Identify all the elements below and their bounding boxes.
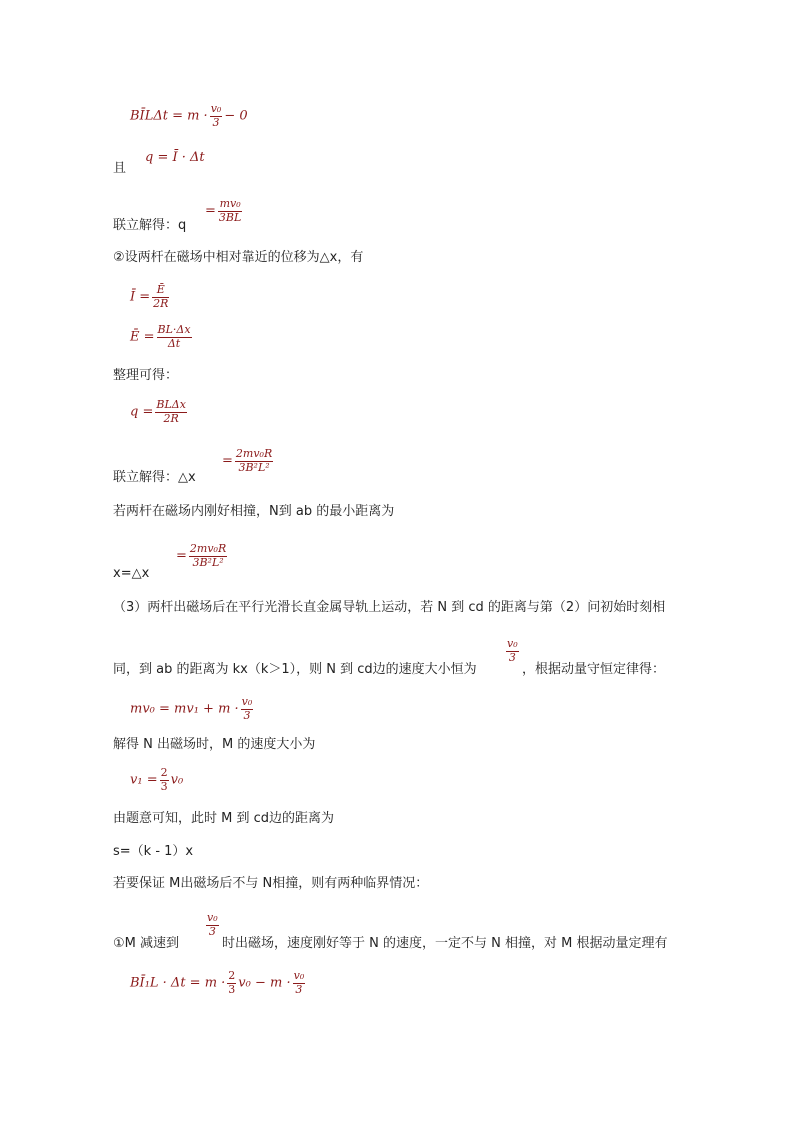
text-M-speed: 解得 N 出磁场时，M 的速度大小为	[113, 737, 316, 752]
text-step2-intro: ②设两杆在磁场中相对靠近的位移为△x，有	[113, 250, 364, 265]
fraction: $\frac{\text{v₀}}{3}$	[210, 102, 222, 129]
text-solve-q: 联立解得：q	[113, 218, 187, 233]
text-meaning: 由题意可知，此时 M 到 cd边的距离为	[113, 811, 335, 826]
fraction: $\frac{\text{mv₀}}{3BL}$	[218, 197, 242, 224]
fraction: $\frac{2}{3}$	[160, 766, 168, 793]
text-part3-line1: （3）两杆出磁场后在平行光滑长直金属导轨上运动，若 N 到 cd 的距离与第（2）问初始时刻相	[113, 600, 666, 615]
equation-emf: Ē = $\frac{BL\cdot\Delta x}{\Delta t}$	[130, 323, 191, 350]
equation-last: BĪ₁L · Δt = m · $\frac{2}{3}$ v₀ − m · $\frac{\text{v₀}}{3}$	[130, 969, 305, 996]
equation-dx-result: = $\frac{\text{2mv₀R}}{\text{3B²L²}}$	[222, 447, 273, 474]
text-rearrange: 整理可得：	[113, 368, 179, 383]
equation-v1: v₁ = $\frac{2}{3}$ v₀	[130, 766, 184, 793]
fraction: $\frac{2}{3}$	[228, 969, 236, 996]
text-ensure: 若要保证 M出磁场后不与 N相撞，则有两种临界情况：	[113, 876, 429, 891]
text-qie: 且	[113, 161, 127, 176]
equation-current: Ī = $\frac{Ē}{2R}$	[130, 283, 169, 310]
fraction: $\frac{\text{v₀}}{3}$	[293, 969, 305, 996]
fraction: $\frac{\text{v₀}}{3}$	[507, 637, 518, 664]
text-part3-line2: 同，到 ab 的距离为 kx（k＞1），则 N 到 cd边的速度大小恒为	[113, 662, 477, 677]
equation-q2: q = $\frac{\text{BLΔx}}{2R}$	[130, 398, 186, 425]
equation-charge: q = Ī · Δt	[145, 150, 205, 165]
text-case1: ①M 减速到	[113, 936, 180, 951]
equation-x-result: = $\frac{\text{2mv₀R}}{\text{3B²L²}}$	[176, 542, 227, 569]
text-part3-line2-post: ，根据动量守恒定律得：	[522, 662, 666, 677]
fraction: $\frac{Ē}{2R}$	[153, 283, 169, 310]
fraction: $\frac{\text{2mv₀R}}{\text{3B²L²}}$	[189, 542, 227, 569]
equation-impulse: BĪLΔt = m · $\frac{\text{v₀}}{3}$ − 0	[130, 102, 248, 129]
fraction-v0-3	[504, 638, 521, 664]
text-collide: 若两杆在磁场内刚好相撞，N到 ab 的最小距离为	[113, 504, 395, 519]
equation-momentum: mv₀ = mv₁ + m · $\frac{\text{v₀}}{3}$	[130, 695, 253, 722]
text-x-label: x=△x	[113, 566, 150, 581]
fraction: $\frac{\text{v₀}}{3}$	[241, 695, 253, 722]
fraction: $\frac{\text{2mv₀R}}{\text{3B²L²}}$	[235, 447, 273, 474]
text-s: s=（k - 1）x	[113, 844, 194, 859]
fraction: $\frac{\text{BLΔx}}{2R}$	[156, 398, 186, 425]
fraction-v0-3	[204, 912, 221, 938]
text-solve-dx: 联立解得：△x	[113, 470, 196, 485]
fraction: $\frac{BL\cdot\Delta x}{\Delta t}$	[157, 323, 191, 350]
text-case1-post: 时出磁场，速度刚好等于 N 的速度，一定不与 N 相撞，对 M 根据动量定理有	[222, 936, 668, 951]
equation-q-result: = $\frac{\text{mv₀}}{3BL}$	[205, 197, 242, 224]
fraction: $\frac{\text{v₀}}{3}$	[207, 911, 218, 938]
